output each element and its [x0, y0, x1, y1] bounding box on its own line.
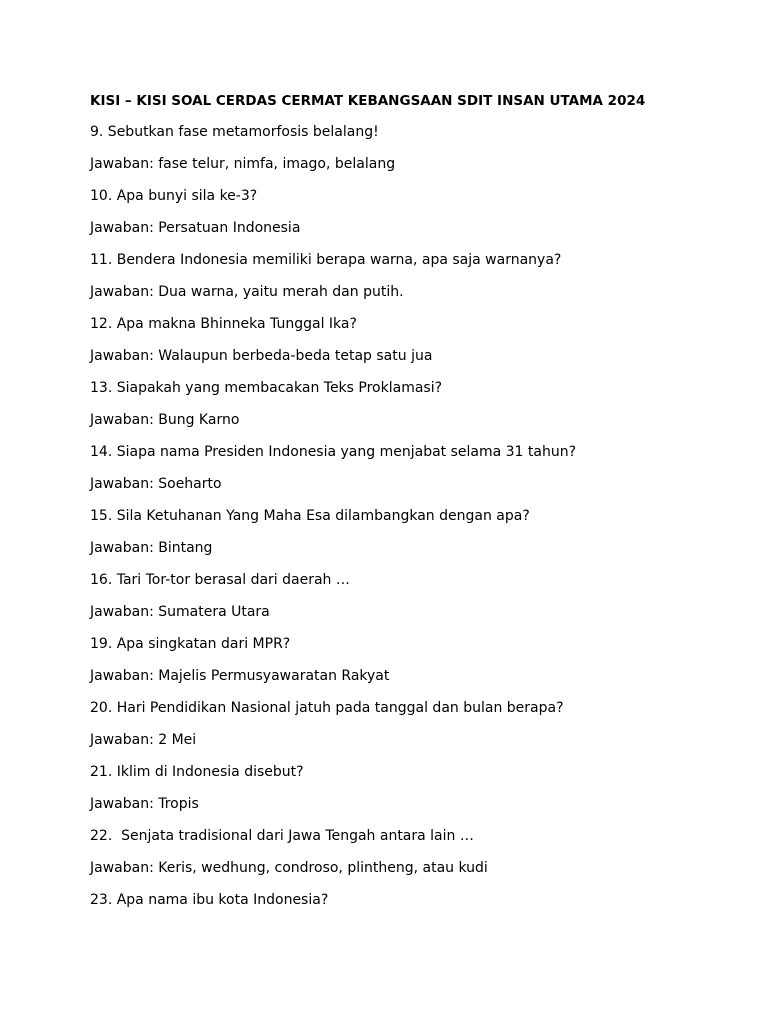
question-text: 22. Senjata tradisional dari Jawa Tengah antara lain …: [90, 828, 474, 844]
question-text: 21. Iklim di Indonesia disebut?: [90, 764, 304, 780]
question-text: 10. Apa bunyi sila ke-3?: [90, 188, 258, 204]
answer-text: Jawaban: Sumatera Utara: [90, 604, 270, 620]
question-text: 12. Apa makna Bhinneka Tunggal Ika?: [90, 316, 357, 332]
answer-text: Jawaban: Keris, wedhung, condroso, plintheng, atau kudi: [90, 860, 488, 876]
question-text: 15. Sila Ketuhanan Yang Maha Esa dilambangkan dengan apa?: [90, 508, 530, 524]
answer-text: Jawaban: Soeharto: [90, 476, 222, 492]
answer-text: Jawaban: 2 Mei: [90, 732, 197, 748]
document-page: [90, 90, 730, 921]
answer-text: Jawaban: Dua warna, yaitu merah dan putih.: [90, 284, 404, 300]
question-text: 14. Siapa nama Presiden Indonesia yang menjabat selama 31 tahun?: [90, 444, 577, 460]
answer-text: Jawaban: Bintang: [90, 540, 213, 556]
answer-text: Jawaban: Majelis Permusyawaratan Rakyat: [90, 668, 390, 684]
question-text: 23. Apa nama ibu kota Indonesia?: [90, 892, 329, 908]
question-text: 20. Hari Pendidikan Nasional jatuh pada tanggal dan bulan berapa?: [90, 700, 564, 716]
answer-text: Jawaban: fase telur, nimfa, imago, belalang: [90, 156, 396, 172]
question-text: 13. Siapakah yang membacakan Teks Proklamasi?: [90, 380, 443, 396]
question-text: 11. Bendera Indonesia memiliki berapa warna, apa saja warnanya?: [90, 252, 562, 268]
qa-list: [90, 121, 730, 911]
question-text: 16. Tari Tor-tor berasal dari daerah …: [90, 572, 350, 588]
answer-text: Jawaban: Walaupun berbeda-beda tetap satu jua: [90, 348, 433, 364]
question-text: 19. Apa singkatan dari MPR?: [90, 636, 291, 652]
answer-text: Jawaban: Tropis: [90, 796, 199, 812]
answer-text: Jawaban: Bung Karno: [90, 412, 240, 428]
document-title: KISI – KISI SOAL CERDAS CERMAT KEBANGSAAN SDIT INSAN UTAMA 2024: [90, 93, 646, 109]
answer-text: Jawaban: Persatuan Indonesia: [90, 220, 301, 236]
question-text: 9. Sebutkan fase metamorfosis belalang!: [90, 124, 379, 140]
